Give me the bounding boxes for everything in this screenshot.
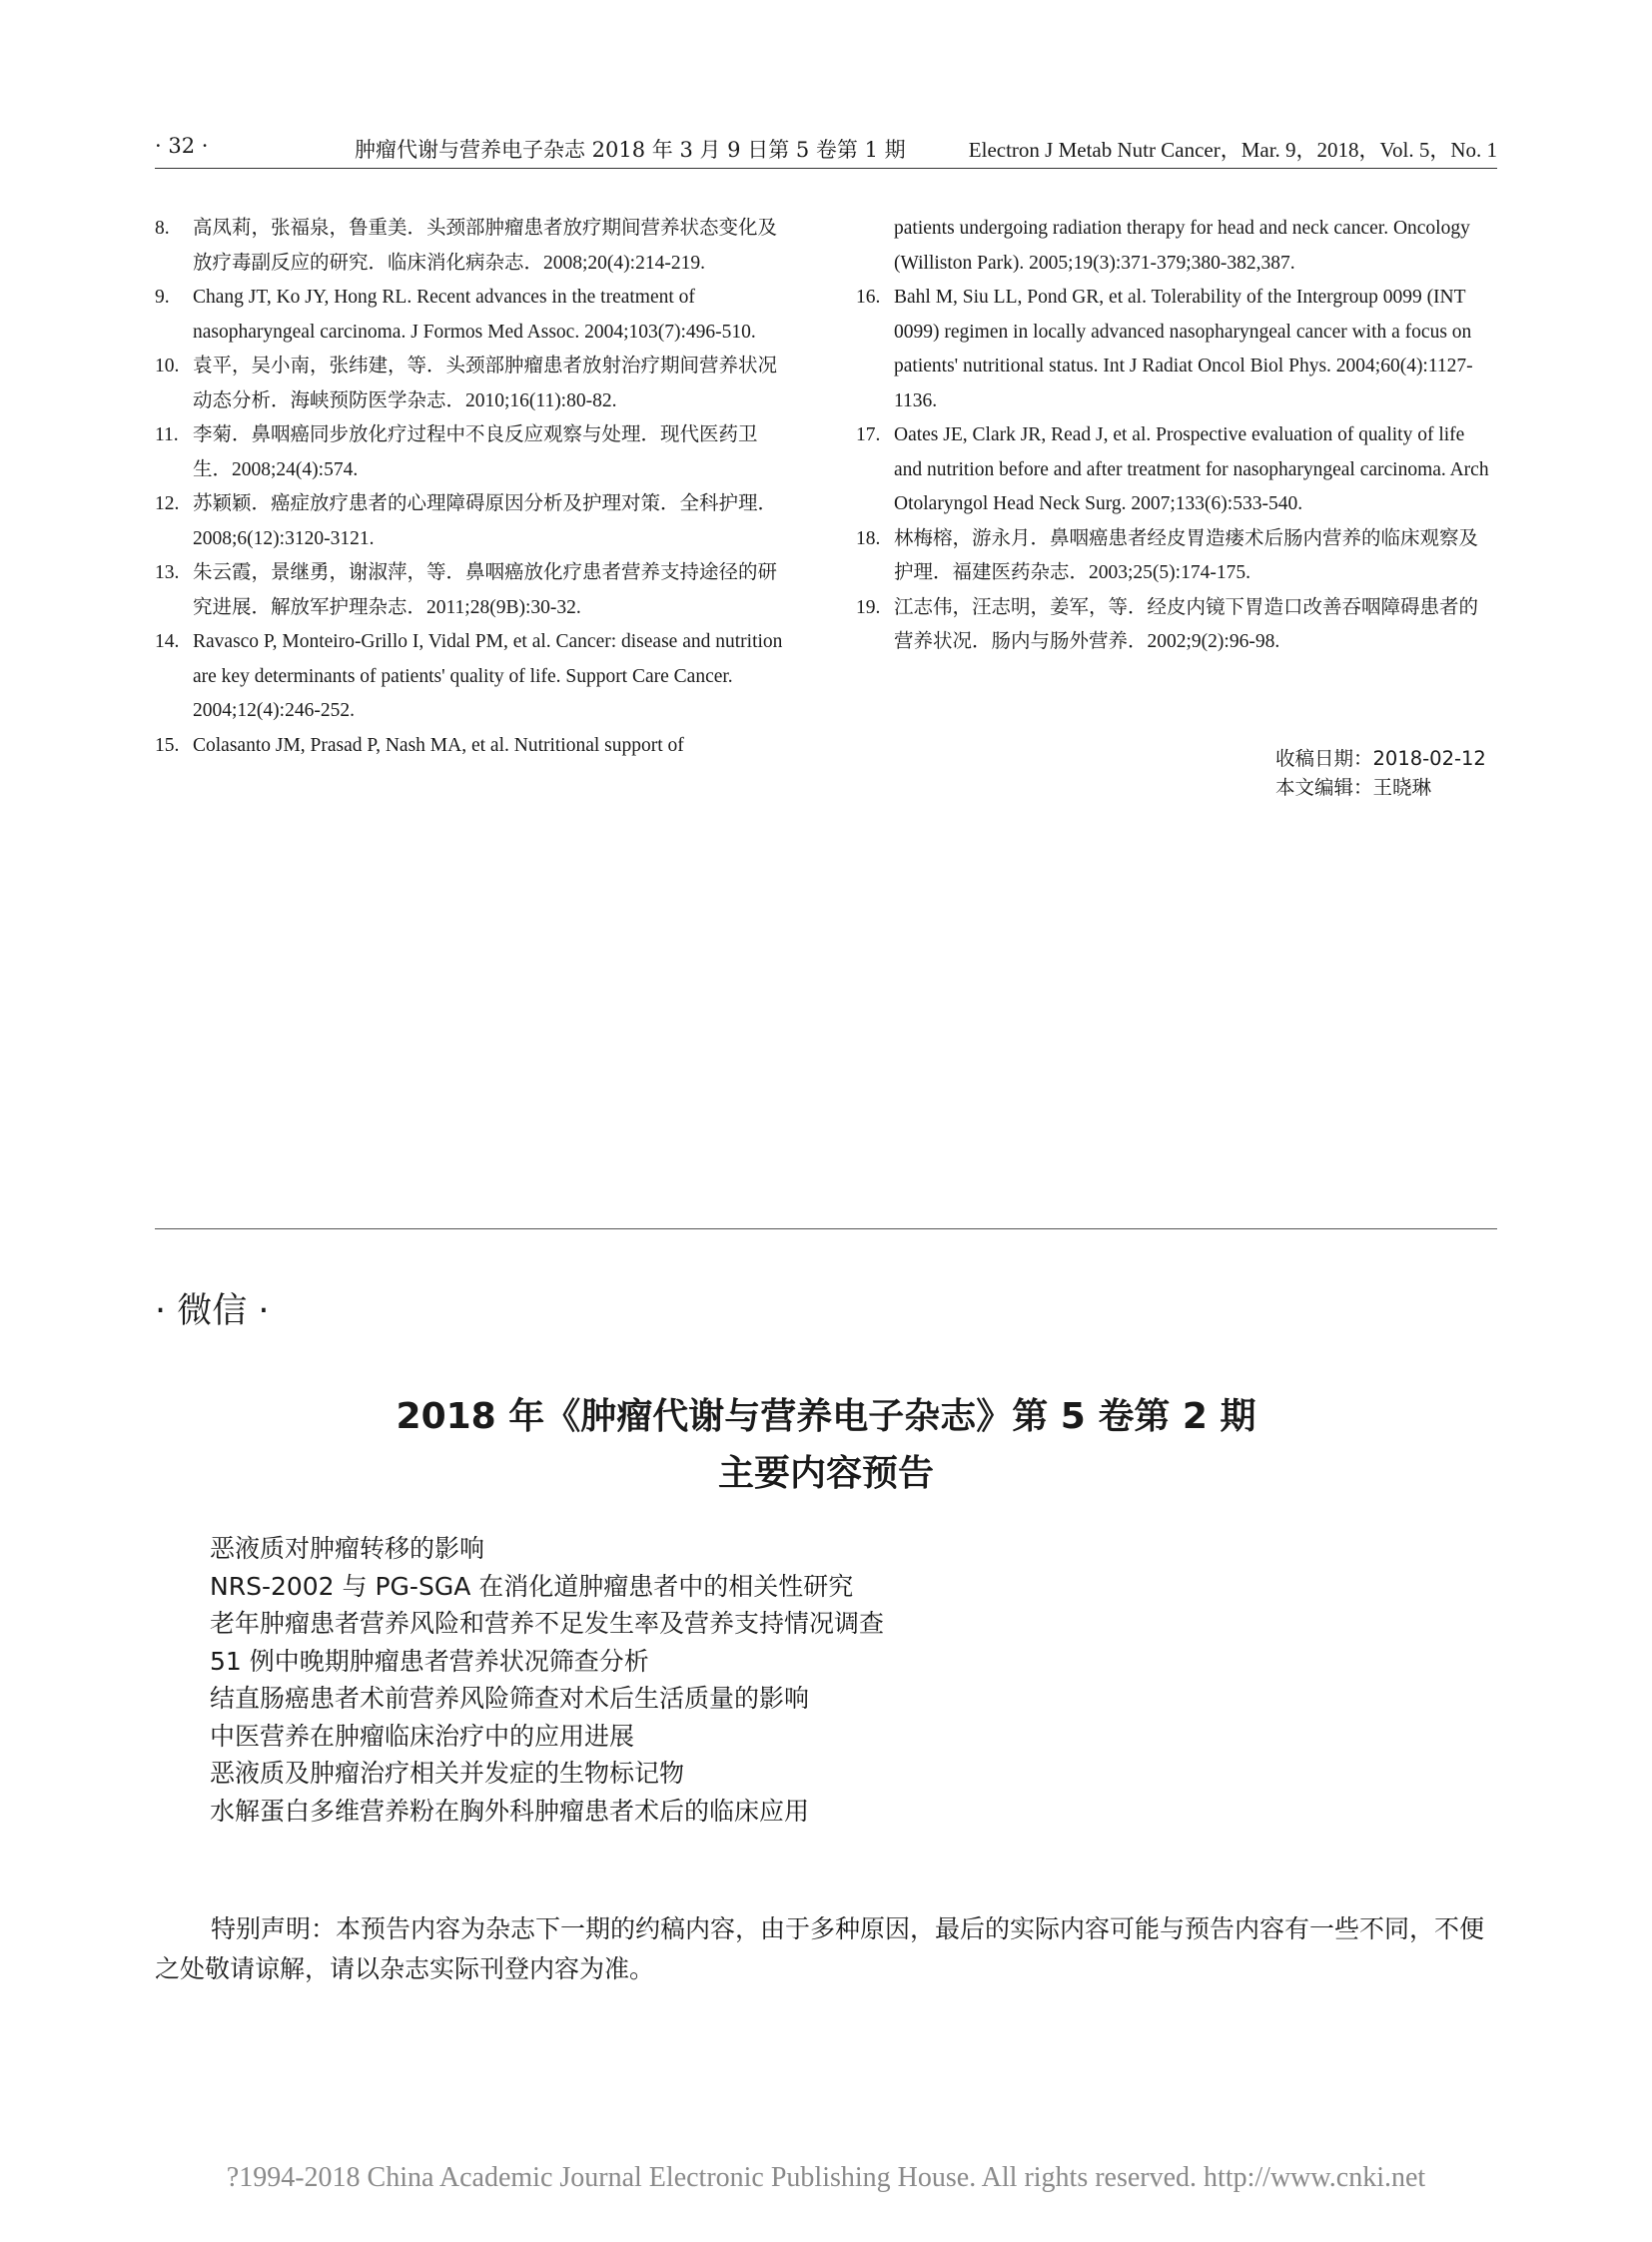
received-date: 收稿日期：2018-02-12 [1275, 747, 1486, 770]
article-editor: 本文编辑：王晓琳 [1275, 776, 1432, 799]
reference-text: 苏颖颖．癌症放疗患者的心理障碍原因分析及护理对策．全科护理．2008;6(12):3120-3121. [193, 493, 778, 549]
reference-item [856, 418, 1495, 522]
section-label: · 微信 · [155, 1291, 270, 1331]
copyright-footer: ?1994-2018 China Academic Journal Electronic Publishing House. All rights reserved. http://www.cnki.net [226, 2162, 1426, 2193]
reference-text: Oates JE, Clark JR, Read J, et al. Prospective evaluation of quality of life and nutrition before and after treatment for nasopharyngeal carcinoma. Arch Otolaryngol Head Neck Surg. 2007;133(6):533-540. [894, 424, 1489, 514]
received-info [1275, 744, 1486, 802]
reference-number: 10. [155, 356, 180, 376]
reference-number: 15. [155, 734, 180, 756]
reference-item [155, 729, 794, 764]
special-notice: 特别声明：本预告内容为杂志下一期的约稿内容，由于多种原因，最后的实际内容可能与预告内容有一些不同，不便之处敬请谅解，请以杂志实际刊登内容为准。 [155, 1914, 1485, 1983]
reference-number: 9. [155, 287, 170, 308]
reference-text: Ravasco P, Monteiro-Grillo I, Vidal PM, et al. Cancer: disease and nutrition are key determinants of patients' quality of life. Support Care Cancer. 2004;12(4):246-252. [193, 631, 783, 721]
reference-text: Colasanto JM, Prasad P, Nash MA, et al. Nutritional support of [193, 734, 684, 756]
reference-number: 19. [856, 596, 881, 618]
reference-number: 11. [155, 424, 179, 445]
reference-item [155, 281, 794, 350]
references-left-column [155, 212, 794, 763]
page-number: · 32 · [155, 134, 209, 158]
reference-text: 林梅榕，游永月．鼻咽癌患者经皮胃造瘘术后肠内营养的临床观察及护理．福建医药杂志．2003;25(5):174-175. [894, 527, 1479, 583]
topic-item: 结直肠癌患者术前营养风险筛查对术后生活质量的影响 [210, 1684, 810, 1713]
reference-number: 17. [856, 424, 881, 445]
reference-number: 14. [155, 631, 180, 652]
topic-item: 51 例中晚期肿瘤患者营养状况筛查分析 [210, 1646, 649, 1676]
reference-number: 18. [856, 527, 881, 549]
topic-item: NRS-2002 与 PG-SGA 在消化道肿瘤患者中的相关性研究 [210, 1571, 854, 1601]
reference-text: 高凤莉，张福泉，鲁重美．头颈部肿瘤患者放疗期间营养状态变化及放疗毒副反应的研究．临床消化病杂志．2008;20(4):214-219. [193, 218, 778, 274]
reference-number: 13. [155, 562, 180, 583]
reference-text: Bahl M, Siu LL, Pond GR, et al. Tolerability of the Intergroup 0099 (INT 0099) regimen in locally advanced nasopharyngeal cancer with a focus on patients' nutritional status. Int J Radiat Oncol Biol Phys. 2004;60(4):1127-1136. [894, 287, 1473, 411]
reference-number: 16. [856, 287, 881, 308]
reference-item [155, 350, 794, 418]
references-right-column [856, 212, 1495, 660]
announcement-subtitle: 主要内容预告 [717, 1453, 934, 1494]
reference-item [856, 591, 1495, 660]
reference-continuation: patients undergoing radiation therapy for head and neck cancer. Oncology (Williston Park). 2005;19(3):371-379;380-382,387. [894, 218, 1470, 274]
topic-item: 恶液质及肿瘤治疗相关并发症的生物标记物 [210, 1759, 685, 1788]
reference-item [155, 625, 794, 729]
reference-number: 12. [155, 493, 180, 514]
reference-text: 李菊．鼻咽癌同步放化疗过程中不良反应观察与处理．现代医药卫生．2008;24(4):574. [193, 424, 758, 480]
reference-text: 朱云霞，景继勇，谢淑萍，等．鼻咽癌放化疗患者营养支持途径的研究进展．解放军护理杂志．2011;28(9B):30-32. [193, 562, 778, 618]
topic-item: 老年肿瘤患者营养风险和营养不足发生率及营养支持情况调查 [210, 1609, 885, 1638]
reference-item [155, 212, 794, 281]
reference-number: 8. [155, 218, 170, 239]
reference-item [856, 522, 1495, 591]
announcement-title: 2018 年《肿瘤代谢与营养电子杂志》第 5 卷第 2 期 [396, 1396, 1256, 1437]
topic-item: 恶液质对肿瘤转移的影响 [210, 1534, 485, 1563]
topic-item: 水解蛋白多维营养粉在胸外科肿瘤患者术后的临床应用 [210, 1796, 810, 1826]
journal-title-cn: 肿瘤代谢与营养电子杂志 2018 年 3 月 9 日第 5 卷第 1 期 [355, 138, 906, 162]
reference-item [856, 281, 1495, 418]
reference-text: 袁平，吴小南，张纬建，等．头颈部肿瘤患者放射治疗期间营养状况动态分析．海峡预防医学杂志．2010;16(11):80-82. [193, 356, 778, 411]
topic-item: 中医营养在肿瘤临床治疗中的应用进展 [210, 1721, 635, 1751]
reference-item [155, 556, 794, 625]
running-header [155, 128, 1497, 169]
reference-item [155, 487, 794, 556]
topic-list [210, 1530, 884, 1830]
reference-text: 江志伟，汪志明，姜军，等．经皮内镜下胃造口改善吞咽障碍患者的营养状况．肠内与肠外营养．2002;9(2):96-98. [894, 596, 1479, 652]
journal-title-en: Electron J Metab Nutr Cancer，Mar. 9，2018，Vol. 5，No. 1 [968, 138, 1497, 162]
section-divider [155, 1228, 1497, 1229]
reference-item [155, 418, 794, 487]
reference-text: Chang JT, Ko JY, Hong RL. Recent advances in the treatment of nasopharyngeal carcinoma. J Formos Med Assoc. 2004;103(7):496-510. [193, 287, 756, 343]
